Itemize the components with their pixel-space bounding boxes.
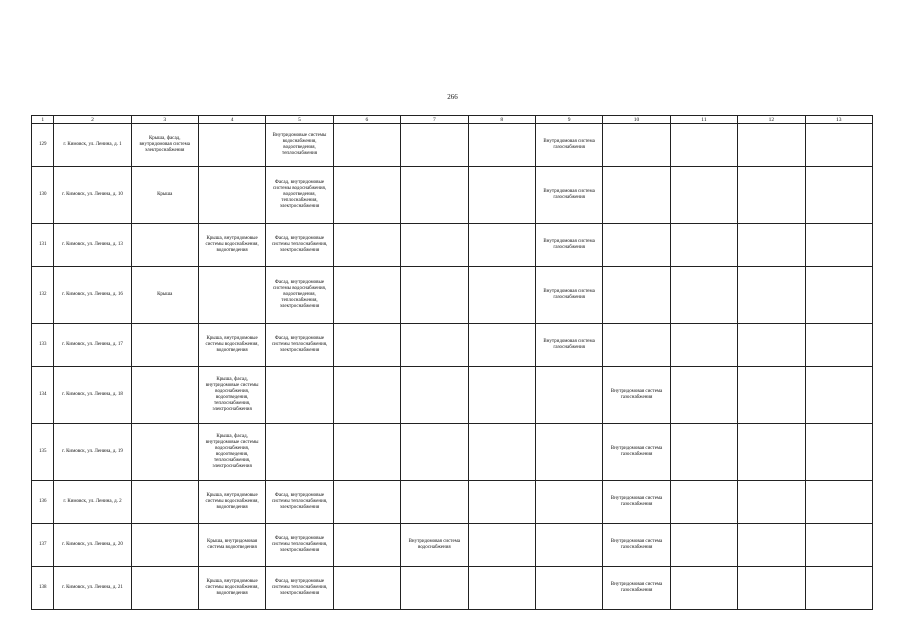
table-row [32, 424, 873, 481]
table-cell [805, 224, 872, 267]
table-cell [805, 267, 872, 324]
table-cell: Фасад, внутридомовые системы теплоснабжения, электроснабжения [266, 567, 333, 610]
table-cell [131, 424, 198, 481]
table-row [32, 167, 873, 224]
table-cell [401, 124, 468, 167]
column-header: 9 [535, 116, 602, 124]
table-cell [401, 167, 468, 224]
table-cell [738, 567, 805, 610]
table-cell: Крыша [131, 167, 198, 224]
table-cell: Крыша, фасад, внутридомовые системы водоснабжения, водоотведения, теплоснабжения, электроснабжения [198, 367, 265, 424]
table-cell [738, 524, 805, 567]
table-cell [603, 124, 670, 167]
table-cell: 136 [32, 481, 54, 524]
table-cell [468, 524, 535, 567]
table-cell [468, 424, 535, 481]
table-cell [468, 324, 535, 367]
table-cell: Внутридомовая система газоснабжения [535, 167, 602, 224]
table-cell: г. Кимовск, ул. Ленина, д. 1 [54, 124, 131, 167]
table-cell: Крыша, внутридомовые системы водоснабжения, водоотведения [198, 567, 265, 610]
table-cell: Внутридомовая система газоснабжения [535, 267, 602, 324]
table-cell [805, 481, 872, 524]
column-header: 11 [670, 116, 737, 124]
table-cell [468, 224, 535, 267]
table-cell [535, 524, 602, 567]
table-cell [535, 481, 602, 524]
table-cell [131, 524, 198, 567]
table-cell [333, 124, 400, 167]
table-cell [131, 567, 198, 610]
table-cell: Крыша [131, 267, 198, 324]
table-cell [198, 124, 265, 167]
table-cell: Внутридомовая система газоснабжения [535, 124, 602, 167]
table-cell [333, 267, 400, 324]
repair-schedule-table [31, 115, 873, 610]
table-cell [670, 367, 737, 424]
table-cell [468, 367, 535, 424]
table-cell: Фасад, внутридомовые системы теплоснабжения, электроснабжения [266, 524, 333, 567]
table-cell [603, 324, 670, 367]
table-cell [131, 224, 198, 267]
table-cell: г. Кимовск, ул. Ленина, д. 10 [54, 167, 131, 224]
table-cell: Внутридомовая система газоснабжения [535, 224, 602, 267]
table-cell [738, 367, 805, 424]
table-cell: Внутридомовая система газоснабжения [603, 524, 670, 567]
table-cell [333, 324, 400, 367]
table-cell [738, 224, 805, 267]
table-cell [468, 567, 535, 610]
table-cell: Крыша, внутридомовые системы водоснабжения, водоотведения [198, 224, 265, 267]
table-cell [738, 324, 805, 367]
table-cell: Фасад, внутридомовые системы водоснабжения, водоотведения, теплоснабжения, электроснабжения [266, 167, 333, 224]
table-cell [401, 481, 468, 524]
table-cell: 133 [32, 324, 54, 367]
table-cell [670, 324, 737, 367]
column-header: 7 [401, 116, 468, 124]
table-cell: г. Кимовск, ул. Ленина, д. 21 [54, 567, 131, 610]
table-cell [401, 324, 468, 367]
column-header: 10 [603, 116, 670, 124]
column-header: 13 [805, 116, 872, 124]
table-cell: Крыша, фасад, внутридомовые системы водоснабжения, водоотведения, теплоснабжения, электроснабжения [198, 424, 265, 481]
table-cell: 137 [32, 524, 54, 567]
table-cell [603, 167, 670, 224]
table-cell [401, 367, 468, 424]
table-cell [670, 267, 737, 324]
table-cell: Крыша, фасад, внутридомовая система электроснабжения [131, 124, 198, 167]
table-row [32, 324, 873, 367]
table-cell [401, 567, 468, 610]
table-cell [131, 481, 198, 524]
column-header: 8 [468, 116, 535, 124]
table-cell: 134 [32, 367, 54, 424]
table-row [32, 524, 873, 567]
table-row [32, 367, 873, 424]
table-cell: г. Кимовск, ул. Ленина, д. 2 [54, 481, 131, 524]
table-cell [603, 267, 670, 324]
table-row [32, 224, 873, 267]
table-cell [535, 567, 602, 610]
table-cell: г. Кимовск, ул. Ленина, д. 18 [54, 367, 131, 424]
table-cell [738, 424, 805, 481]
table-cell [738, 267, 805, 324]
table-cell [333, 567, 400, 610]
column-header: 6 [333, 116, 400, 124]
table-cell: 130 [32, 167, 54, 224]
table-cell [468, 124, 535, 167]
table-cell [535, 424, 602, 481]
table-cell: Фасад, внутридомовые системы водоснабжения, водоотведения, теплоснабжения, электроснабжения [266, 267, 333, 324]
table-cell [670, 167, 737, 224]
table-cell: Фасад, внутридомовые системы теплоснабжения, электроснабжения [266, 224, 333, 267]
table-cell [266, 367, 333, 424]
table-cell [670, 424, 737, 481]
table-cell [198, 267, 265, 324]
column-header: 2 [54, 116, 131, 124]
table-cell: Внутридомовая система водоснабжения [401, 524, 468, 567]
table-cell [468, 267, 535, 324]
table-cell: Фасад, внутридомовые системы теплоснабжения, электроснабжения [266, 324, 333, 367]
table-cell [401, 267, 468, 324]
page-number: 266 [447, 93, 458, 101]
table-cell [805, 524, 872, 567]
table-cell [670, 524, 737, 567]
column-header: 12 [738, 116, 805, 124]
table-cell: Внутридомовая система газоснабжения [603, 367, 670, 424]
table-cell [333, 367, 400, 424]
table-cell [131, 367, 198, 424]
table-cell: Внутридомовая система газоснабжения [535, 324, 602, 367]
column-header: 1 [32, 116, 54, 124]
table-cell: Внутридомовая система газоснабжения [603, 481, 670, 524]
table-cell: г. Кимовск, ул. Ленина, д. 17 [54, 324, 131, 367]
table-cell: 132 [32, 267, 54, 324]
column-header: 3 [131, 116, 198, 124]
table-cell: Внутридомовая система газоснабжения [603, 567, 670, 610]
table-cell: Внутридомовая система газоснабжения [603, 424, 670, 481]
table-cell: Фасад, внутридомовые системы теплоснабжения, электроснабжения [266, 481, 333, 524]
header-row [32, 116, 873, 124]
table-cell [670, 567, 737, 610]
table-cell [738, 167, 805, 224]
column-header: 4 [198, 116, 265, 124]
table-cell [333, 481, 400, 524]
table-cell [805, 124, 872, 167]
table-cell [670, 224, 737, 267]
table-row [32, 124, 873, 167]
table-cell [670, 481, 737, 524]
table-cell [535, 367, 602, 424]
table-cell: 131 [32, 224, 54, 267]
table-cell [333, 167, 400, 224]
table-cell: г. Кимовск, ул. Ленина, д. 16 [54, 267, 131, 324]
table-cell [401, 424, 468, 481]
table-cell [805, 324, 872, 367]
table-cell: Внутридомовые системы водоснабжения, водоотведения, теплоснабжения [266, 124, 333, 167]
table-cell: 129 [32, 124, 54, 167]
table-cell [468, 481, 535, 524]
table-row [32, 267, 873, 324]
table-cell: Крыша, внутридомовая система водоотведения [198, 524, 265, 567]
table-cell: г. Кимовск, ул. Ленина, д. 20 [54, 524, 131, 567]
table-cell [333, 424, 400, 481]
table-cell [198, 167, 265, 224]
table-cell [738, 481, 805, 524]
column-header: 5 [266, 116, 333, 124]
table-cell [805, 367, 872, 424]
table-cell: 138 [32, 567, 54, 610]
table-cell: Крыша, внутридомовые системы водоснабжения, водоотведения [198, 481, 265, 524]
table-cell [805, 567, 872, 610]
table-cell [333, 224, 400, 267]
table-cell [805, 424, 872, 481]
table-cell: г. Кимовск, ул. Ленина, д. 13 [54, 224, 131, 267]
table-row [32, 481, 873, 524]
table-cell [603, 224, 670, 267]
table-cell [738, 124, 805, 167]
table-cell [333, 524, 400, 567]
table-cell [131, 324, 198, 367]
table-cell [266, 424, 333, 481]
table-cell [670, 124, 737, 167]
table-cell: Крыша, внутридомовые системы водоснабжения, водоотведения [198, 324, 265, 367]
table-row [32, 567, 873, 610]
table-cell [468, 167, 535, 224]
table-cell: г. Кимовск, ул. Ленина, д. 19 [54, 424, 131, 481]
table-cell [401, 224, 468, 267]
table-cell [805, 167, 872, 224]
table-cell: 135 [32, 424, 54, 481]
